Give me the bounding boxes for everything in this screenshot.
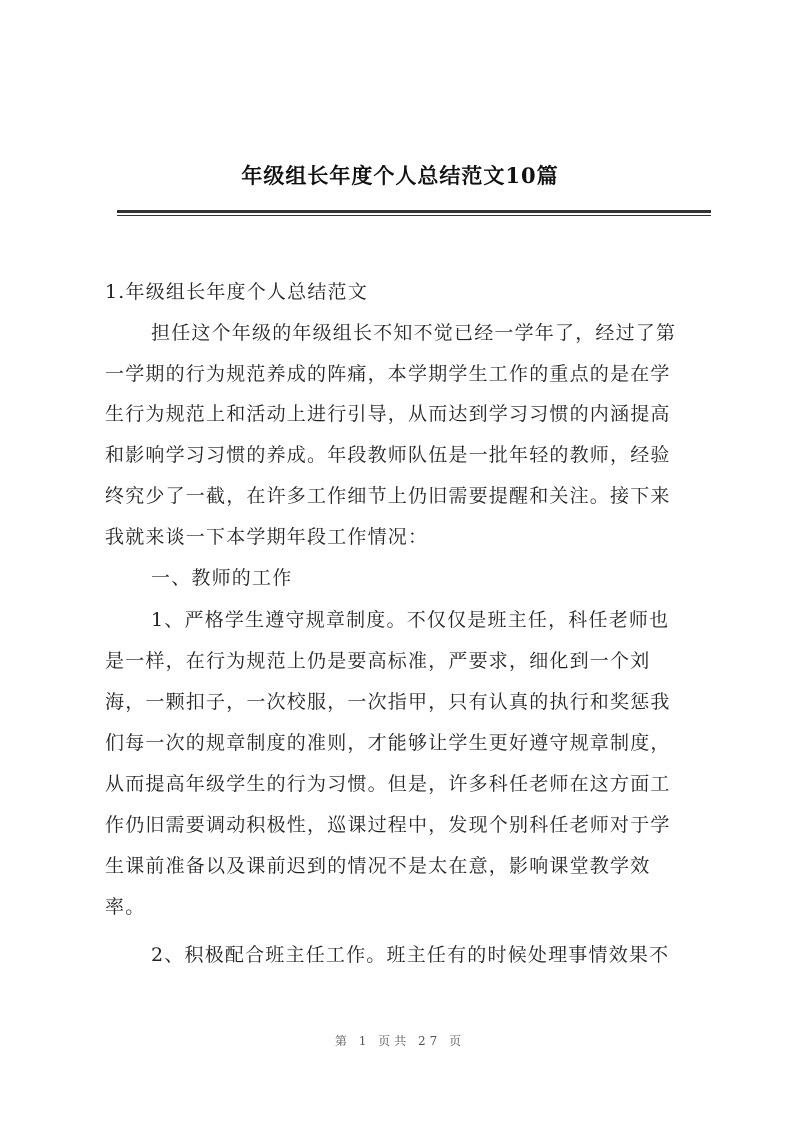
paragraph-line: 终究少了一截，在许多工作细节上仍旧需要提醒和关注。接下来 [105,485,671,507]
paragraph-line: 率。 [105,896,146,918]
page-number-footer: 第 1 页共 27 页 [334,1034,466,1048]
paragraph-line: 担任这个年级的年级组长不知不觉已经一学年了，经过了第 [151,322,677,344]
section-heading: 1.年级组长年度个人总结范文 [105,281,368,303]
paragraph-line: 生行为规范上和活动上进行引导，从而达到学习习惯的内涵提高 [105,403,671,425]
paragraph-line: 海，一颗扣子，一次校服，一次指甲，只有认真的执行和奖惩我 [105,691,671,713]
paragraph-line: 从而提高年级学生的行为习惯。但是，许多科任老师在这方面工 [105,773,671,795]
paragraph-line: 作仍旧需要调动积极性，巡课过程中，发现个别科任老师对于学 [105,814,671,836]
paragraph-line: 我就来谈一下本学期年段工作情况： [105,526,429,548]
document-title: 年级组长年度个人总结范文10篇 [241,163,559,188]
paragraph-line: 1、严格学生遵守规章制度。不仅仅是班主任，科任老师也 [151,609,670,631]
paragraph-line: 们每一次的规章制度的准则，才能够让学生更好遵守规章制度， [105,732,671,754]
paragraph-line: 2、积极配合班主任工作。班主任有的时候处理事情效果不 [151,944,670,966]
paragraph-line: 是一样，在行为规范上仍是要高标准，严要求，细化到一个刘 [105,650,651,672]
subheading: 一、教师的工作 [151,567,293,589]
title-divider-thin [117,215,711,216]
title-divider [117,210,711,213]
paragraph-line: 生课前准备以及课前迟到的情况不是太在意，影响课堂教学效 [105,855,651,877]
paragraph-line: 一学期的行为规范养成的阵痛，本学期学生工作的重点的是在学 [105,363,671,385]
paragraph-line: 和影响学习习惯的养成。年段教师队伍是一批年轻的教师，经验 [105,444,671,466]
